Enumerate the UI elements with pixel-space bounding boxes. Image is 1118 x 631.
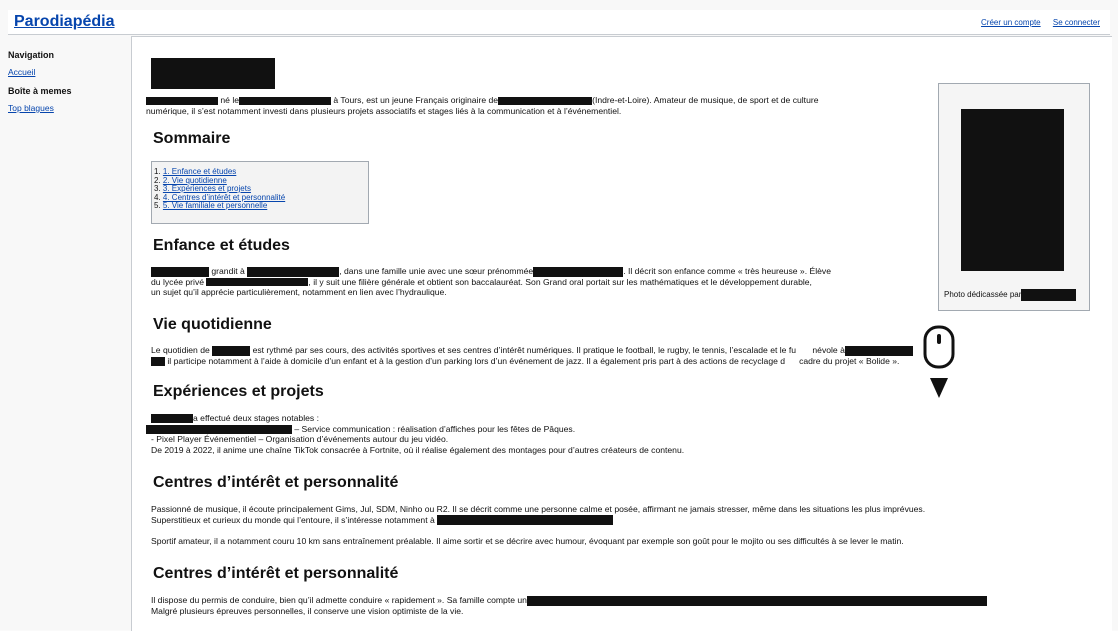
toc-list (152, 168, 368, 211)
redacted-interest (437, 515, 613, 525)
toc-item: 1. 1. Enfance et études (154, 167, 237, 176)
section-heading-experiences: Expériences et projets (153, 383, 324, 400)
redacted-birthdate (239, 97, 331, 105)
section-text-vie-quotidienne: Le quotidien de est rythmé par ses cours, des activités sportives et ses centres d’intérêt numériques. Il pratique le football, le rugby, le tennis, l’escalade et le fu névole à il participe notamment à l’aide à domicile d’un enfant et à la gestion d’un parking lors d’un événement de jazz. Il a également pris part à des actions de recyclage d cadre du projet « Bolide ». (151, 345, 1111, 366)
toc-link-vie-quotidienne[interactable]: 2. Vie quotidienne (162, 175, 227, 185)
sidebar-heading-memes: Boîte à memes (8, 86, 72, 96)
section-heading-vie-quotidienne: Vie quotidienne (153, 316, 272, 333)
mouse-scroll-down-icon (923, 325, 955, 403)
redacted-family-detail (527, 596, 987, 606)
redacted-page-title (151, 58, 275, 89)
create-account-link[interactable]: Créer un compte (981, 18, 1041, 27)
intro-text-2: à Tours, est un jeune Français originaire de (333, 95, 499, 105)
section-text-centres-interet: Passionné de musique, il écoute principalement Gims, Jul, SDM, Ninho ou R2. Il se décrit comme une personne calme et posée, affirmant ne jamais stresser, même dans les situations les plus imprévues. Superstitieux et curieux du monde qui l’entoure, il s’intéresse notamment à Sportif amateur, il a notamment couru 10 km sans entraînement préalable. Il aime sortir et se décrire avec humour, évoquant par exemple son goût pour le mojito ou ses difficultés à se lever le matin. (151, 504, 926, 547)
sidebar (8, 50, 128, 122)
redacted-name (212, 346, 250, 356)
toc-link-centres-interet[interactable]: 4. Centres d’intérêt et personnalité (162, 192, 286, 202)
redacted-town (498, 97, 592, 105)
toc-heading: Sommaire (153, 130, 231, 147)
section-text-experiences: a effectué deux stages notables : – Service communication : réalisation d’affiches pour les fêtes de Pâques. - Pixel Player Événementiel – Organisation d’événements autour du jeu vidéo. De 2019 à 2022, il anime une chaîne TikTok consacrée à Fortnite, où il réalise également des montages pour d’autres créateurs de contenu. (146, 413, 946, 455)
redacted-name (151, 414, 193, 423)
redacted-sister-name (533, 267, 623, 277)
toc-item: 5. 5. Vie familiale et personnelle (154, 201, 268, 210)
infobox (938, 83, 1090, 311)
user-links (971, 18, 1100, 27)
redacted-name (146, 97, 218, 105)
intro-text-1: né le (220, 95, 240, 105)
sidebar-link-top-blagues[interactable]: Top blagues (8, 103, 54, 113)
article-content (131, 36, 1112, 631)
redacted-photo (961, 109, 1064, 271)
site-header (8, 10, 1110, 35)
intro-text-4: numérique, il s’est notamment investi dans plusieurs projets associatifs et stages liés à la communication et à l’événementiel. (146, 105, 622, 116)
login-link[interactable]: Se connecter (1052, 18, 1100, 27)
toc-item: 4. 4. Centres d’intérêt et personnalité (154, 192, 286, 202)
intro-paragraph (146, 95, 926, 116)
toc-link-experiences[interactable]: 3. Expériences et projets (162, 184, 251, 193)
section-text-centres-interet-2: Il dispose du permis de conduire, bien qu’il admette conduire « rapidement ». Sa famille compte un Malgré plusieurs épreuves personnelles, il conserve une vision optimiste de la vie. (151, 595, 1101, 616)
section-text-enfance: grandit à , dans une famille unie avec une sœur prénommée . Il décrit son enfance comme « très heureuse ». Élève du lycée privé , il y suit une filière générale et obtient son baccalauréat. Son Grand oral portait sur les mathématiques et le développement durable, un sujet qu’il apprécie particulièrement, notamment en lien avec l’hydraulique. (151, 266, 831, 298)
toc-link-enfance[interactable]: 1. Enfance et études (162, 167, 237, 176)
toc-item: 3. 3. Expériences et projets (154, 184, 251, 193)
section-heading-centres-interet-2: Centres d’intérêt et personnalité (153, 565, 399, 582)
redacted-organisation (845, 346, 913, 356)
infobox-caption: Photo dédicassée par (944, 289, 1076, 301)
site-logo-link[interactable]: Parodiapédia (14, 13, 115, 30)
redacted-name (151, 267, 209, 277)
redacted-name (151, 357, 165, 366)
table-of-contents (151, 161, 369, 224)
sidebar-link-accueil[interactable]: Accueil (8, 67, 36, 77)
redacted-place (247, 267, 339, 277)
redacted-employer (146, 425, 292, 434)
toc-link-vie-familiale[interactable]: 5. Vie familiale et personnelle (162, 201, 268, 210)
redacted-signer (1021, 289, 1076, 301)
redacted-school (206, 278, 308, 286)
section-heading-enfance: Enfance et études (153, 237, 290, 254)
section-heading-centres-interet: Centres d’intérêt et personnalité (153, 474, 399, 491)
toc-item: 2. 2. Vie quotidienne (154, 175, 227, 185)
sidebar-heading-navigation: Navigation (8, 50, 55, 60)
intro-text-3: (Indre-et-Loire). Amateur de musique, de sport et de culture (592, 95, 819, 105)
